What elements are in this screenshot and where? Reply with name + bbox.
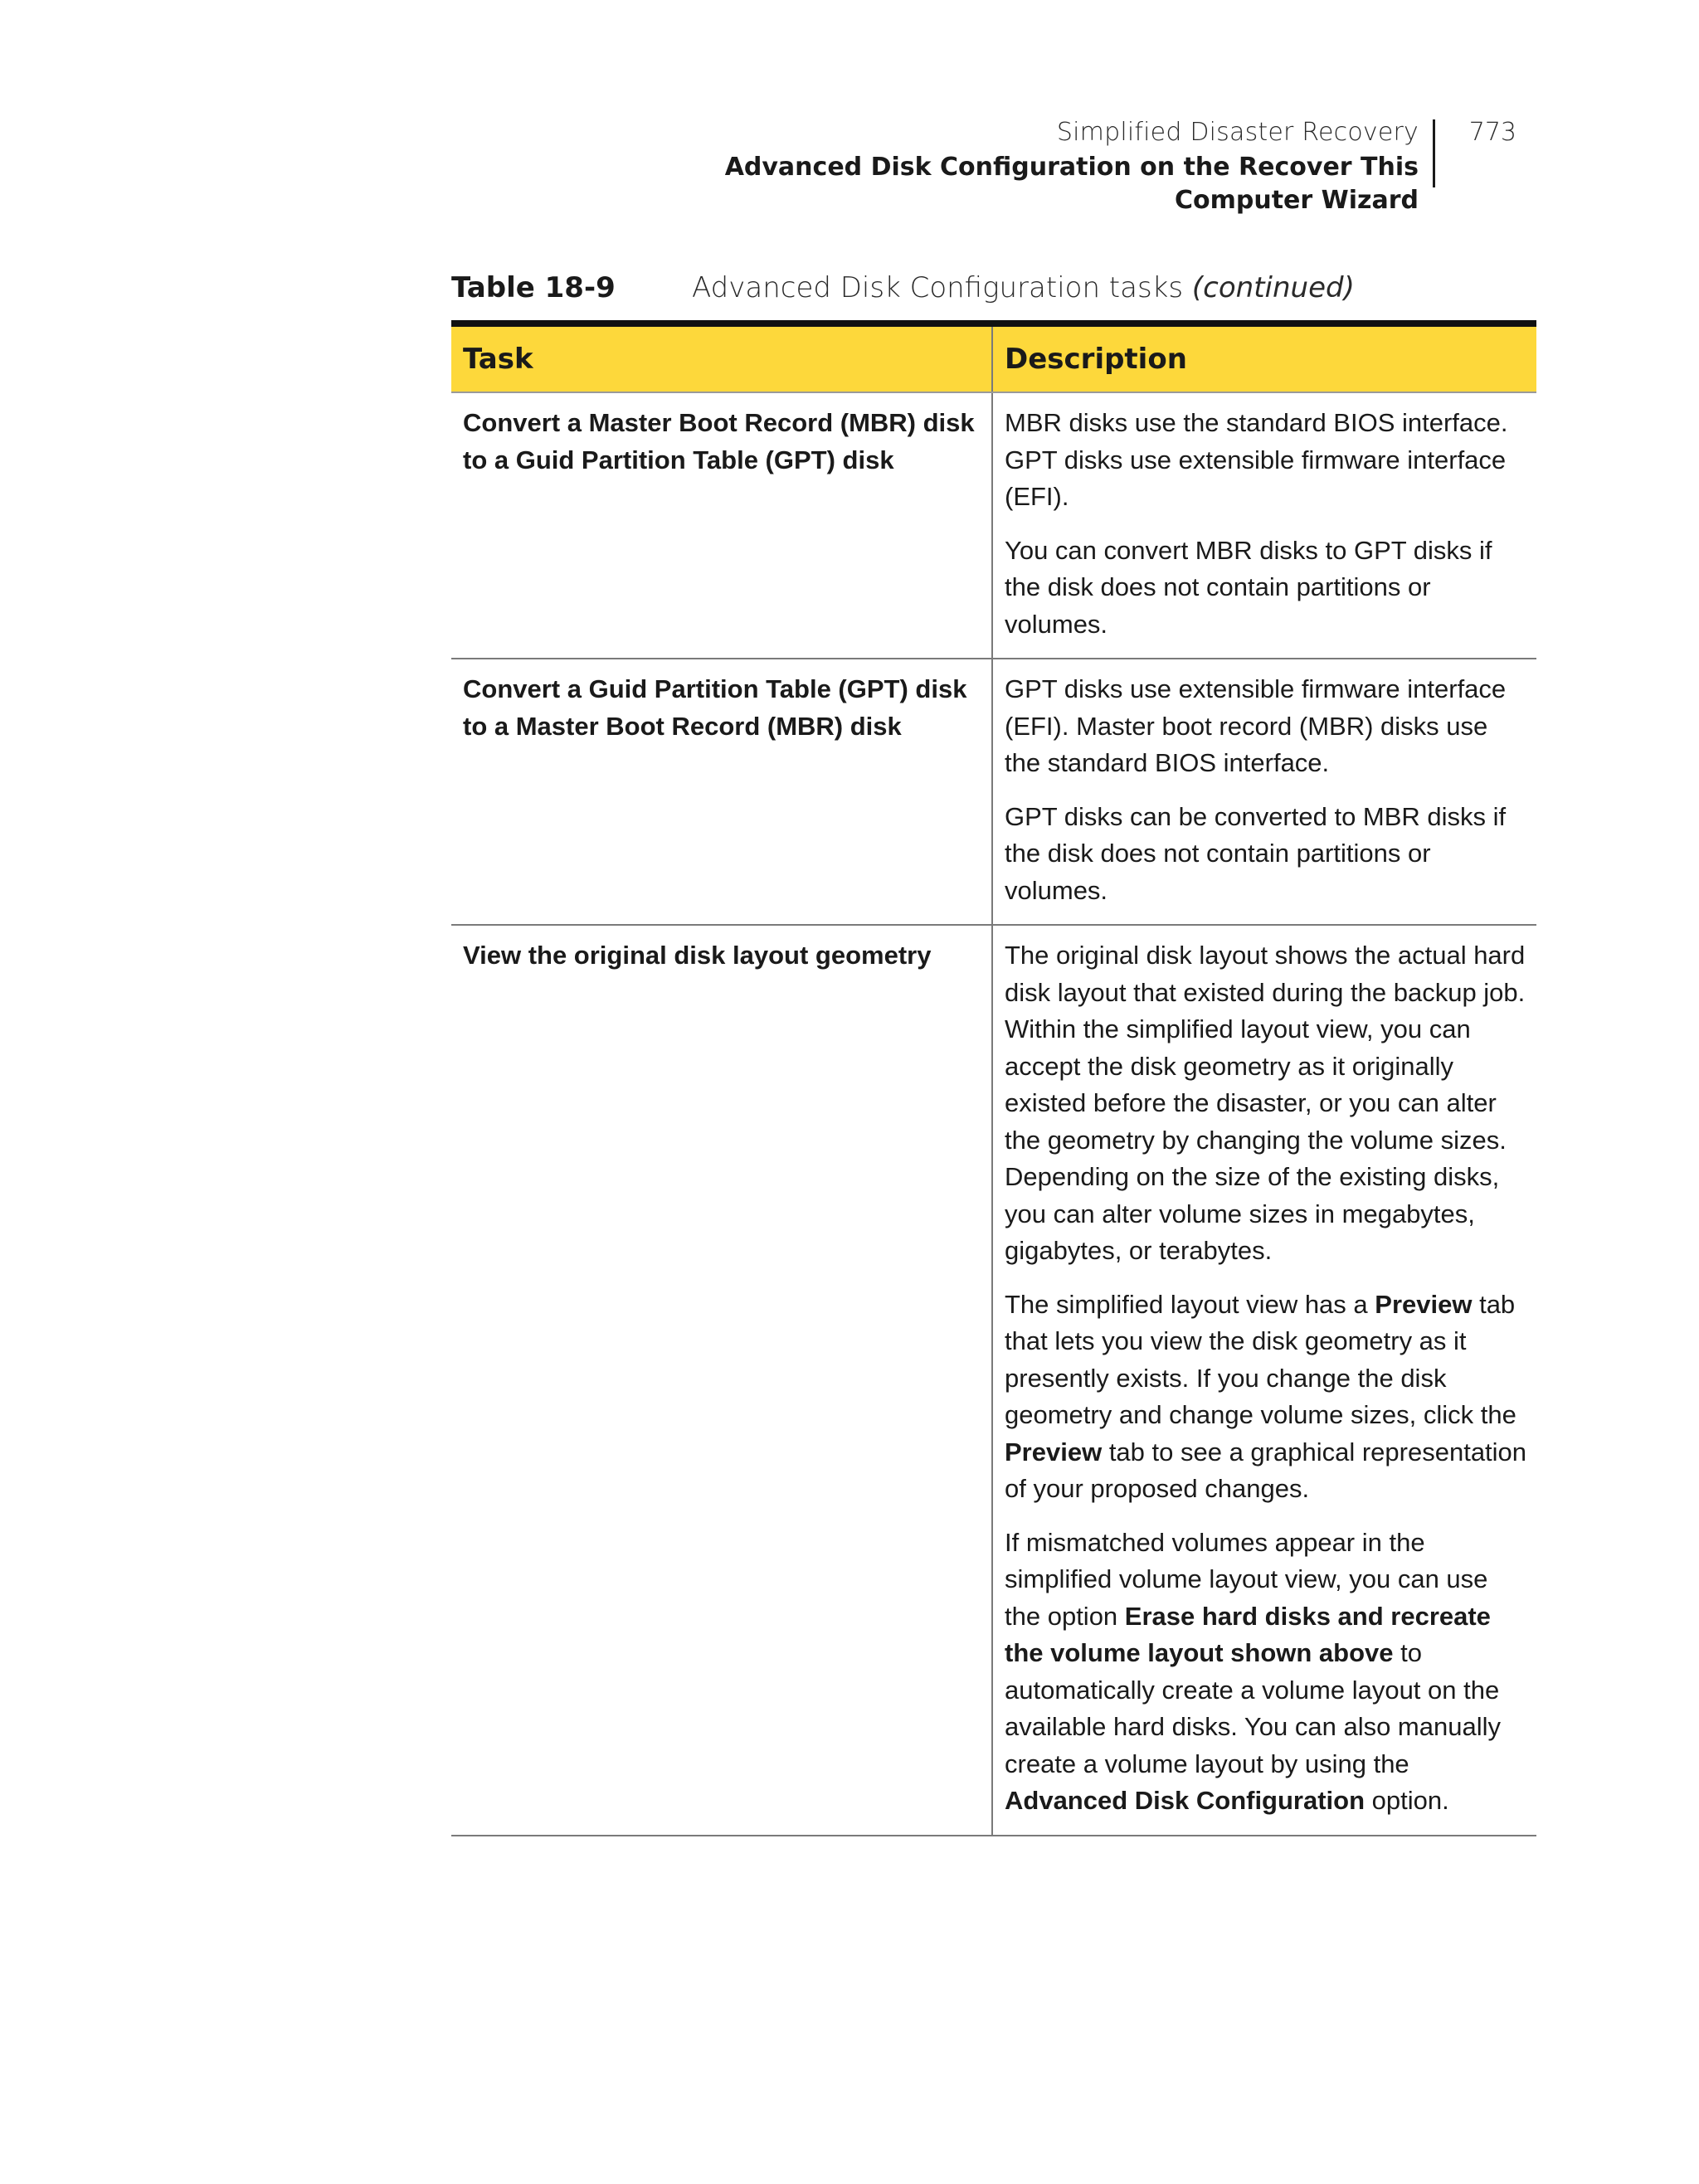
description-cell	[993, 659, 1536, 924]
description-cell	[993, 926, 1536, 1835]
table-row	[451, 659, 1536, 926]
table-caption	[451, 267, 1538, 309]
task-cell: Convert a Master Boot Record (MBR) disk to a Guid Partition Table (GPT) disk	[451, 393, 993, 658]
description-paragraph	[1005, 1287, 1530, 1508]
table-number: Table 18-9	[451, 271, 616, 304]
page-number: 773	[1468, 118, 1516, 147]
tasks-table	[451, 320, 1536, 1836]
description-emphasis: Preview	[1005, 1437, 1103, 1467]
description-paragraph	[1005, 405, 1530, 516]
description-emphasis: Advanced Disk Configuration	[1005, 1786, 1366, 1815]
description-emphasis: Erase hard disks and recreate the volume layout shown above	[1005, 1601, 1491, 1667]
description-text: MBR disks use the standard BIOS interface. GPT disks use extensible firmware interface (EFI).	[1005, 408, 1508, 511]
task-cell: View the original disk layout geometry	[451, 926, 993, 1835]
table-row	[451, 926, 1536, 1836]
header-task: Task	[451, 327, 993, 392]
description-text: to automatically create a volume layout on the available hard disks. You can also manually create a volume layout by using the	[1005, 1638, 1501, 1778]
running-header-text	[713, 114, 1419, 217]
table-continued-label: (continued)	[1191, 271, 1355, 304]
description-paragraph	[1005, 533, 1530, 644]
description-paragraph	[1005, 1525, 1530, 1820]
description-text: GPT disks use extensible firmware interface (EFI). Master boot record (MBR) disks use the standard BIOS interface.	[1005, 674, 1507, 777]
task-cell: Convert a Guid Partition Table (GPT) disk to a Master Boot Record (MBR) disk	[451, 659, 993, 924]
description-paragraph	[1005, 671, 1530, 782]
description-cell	[993, 393, 1536, 658]
description-text: You can convert MBR disks to GPT disks if the disk does not contain partitions or volumes.	[1005, 535, 1492, 639]
table-row	[451, 393, 1536, 659]
description-text: The simplified layout view has a	[1005, 1289, 1375, 1319]
header-divider	[1433, 119, 1435, 187]
description-paragraph	[1005, 799, 1530, 910]
table-title	[692, 267, 1355, 309]
description-text: tab to see a graphical representation of your proposed changes.	[1005, 1437, 1527, 1503]
table-title-text: Advanced Disk Configuration tasks	[692, 271, 1184, 304]
section-title: Advanced Disk Configuration on the Recover This Computer Wizard	[724, 153, 1419, 215]
running-header	[713, 114, 1526, 215]
header-description: Description	[1005, 343, 1187, 376]
description-paragraph	[1005, 937, 1530, 1270]
description-text: GPT disks can be converted to MBR disks if the disk does not contain partitions or volumes.	[1005, 801, 1507, 905]
table-body	[451, 393, 1536, 1836]
description-text: The original disk layout shows the actual hard disk layout that existed during the backup job. Within the simplified layout view, you can accept the disk geometry as it originally existed before the disaster, or you can alter the geometry by changing the volume sizes. Depending on the size of the existing disks, you can alter volume sizes in megabytes, gigabytes, or terabytes.	[1005, 941, 1526, 1265]
description-text: option.	[1365, 1786, 1449, 1815]
table-header-row	[451, 327, 1536, 393]
description-text: If mismatched volumes appear in the simplified volume layout view, you can use the option	[1005, 1527, 1488, 1631]
chapter-title: Simplified Disaster Recovery	[1056, 118, 1419, 147]
description-text: tab that lets you view the disk geometry as it presently exists. If you change the disk geometry and change volume sizes, click the	[1005, 1289, 1516, 1429]
description-emphasis: Preview	[1375, 1289, 1473, 1319]
